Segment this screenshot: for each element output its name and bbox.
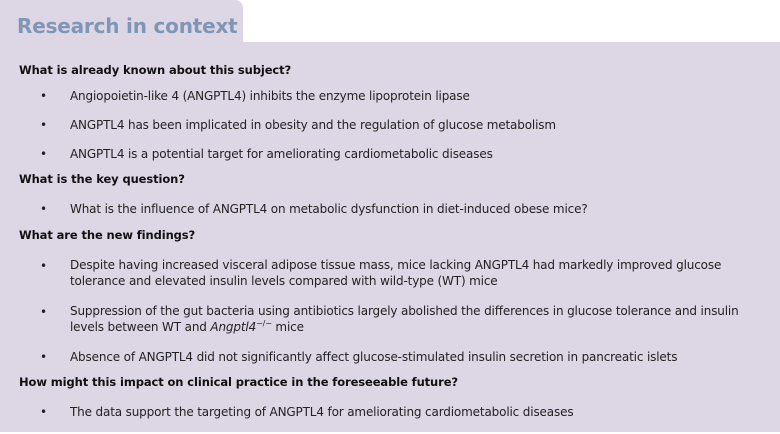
bullet-icon: •	[40, 305, 48, 319]
gene-name: Angptl4	[210, 320, 257, 334]
list-item: ANGPTL4 is a potential target for ameliorating cardiometabolic diseases	[70, 147, 493, 161]
list-item: The data support the targeting of ANGPTL4 for ameliorating cardiometabolic diseases	[70, 405, 574, 419]
bullet-icon: •	[40, 147, 48, 161]
bullet-icon: •	[40, 259, 48, 273]
bullet-icon: •	[40, 350, 48, 364]
bullet-icon: •	[40, 405, 48, 419]
item-text-after: mice	[271, 320, 304, 334]
section-heading-key-question: What is the key question?	[19, 172, 185, 186]
section-heading-clinical-impact: How might this impact on clinical practice in the foreseeable future?	[19, 375, 458, 389]
section-heading-new-findings: What are the new findings?	[19, 228, 196, 242]
item-text-before: Suppression of the gut bacteria using antibiotics largely abolished the differences in glucose tolerance and insulin levels between WT and	[70, 304, 739, 334]
bullet-icon: •	[40, 202, 48, 216]
bullet-icon: •	[40, 118, 48, 132]
list-item: Absence of ANGPTL4 did not significantly affect glucose-stimulated insulin secretion in pancreatic islets	[70, 350, 678, 364]
list-item: Despite having increased visceral adipose tissue mass, mice lacking ANGPTL4 had markedly improved glucose tolerance and elevated insulin levels compared with wild-type (WT) mice	[70, 258, 722, 288]
section-heading-known: What is already known about this subject?	[19, 63, 292, 77]
box-title: Research in context	[17, 14, 238, 38]
genotype-superscript: −/−	[256, 319, 272, 328]
list-item	[70, 303, 750, 335]
title-tab	[0, 0, 243, 42]
list-item: Angiopoietin-like 4 (ANGPTL4) inhibits the enzyme lipoprotein lipase	[70, 89, 470, 103]
bullet-icon: •	[40, 89, 48, 103]
list-item: ANGPTL4 has been implicated in obesity and the regulation of glucose metabolism	[70, 118, 556, 132]
list-item: What is the influence of ANGPTL4 on metabolic dysfunction in diet-induced obese mice?	[70, 202, 588, 216]
